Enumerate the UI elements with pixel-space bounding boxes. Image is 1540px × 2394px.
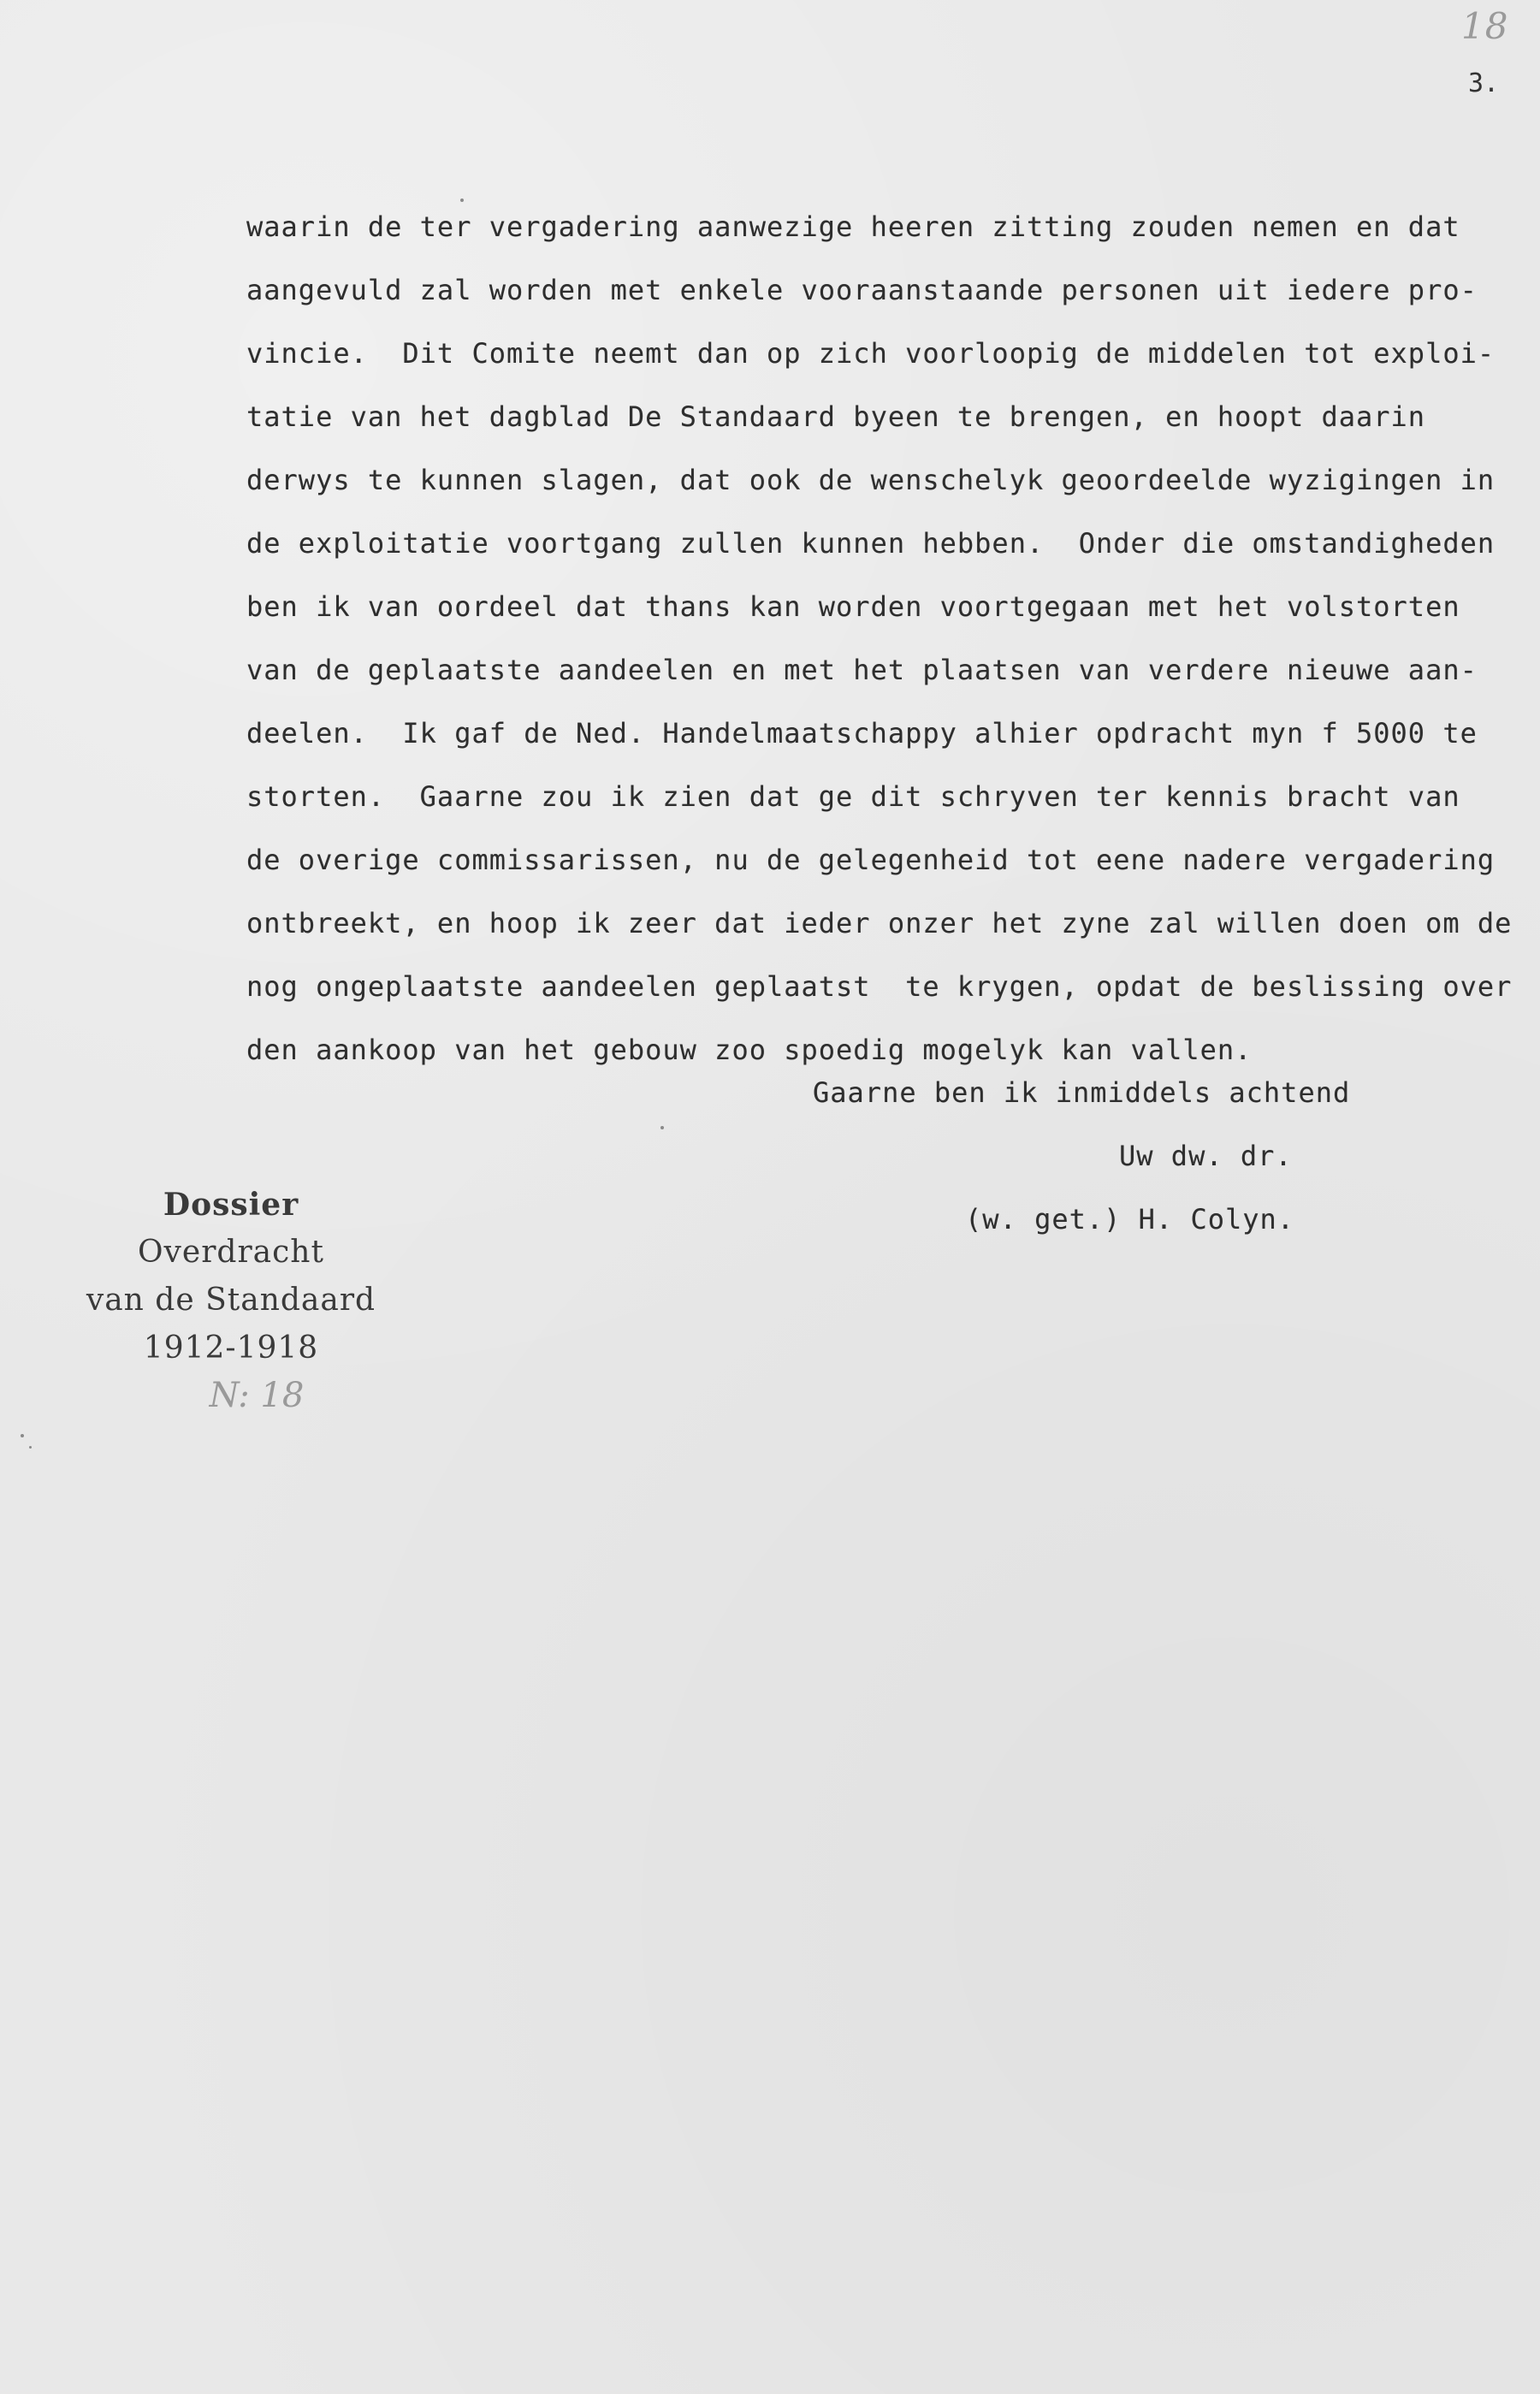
- letter-line: aangevuld zal worden met enkele vooraanstaande personen uit iedere pro-: [246, 274, 1478, 306]
- letter-line: den aankoop van het gebouw zoo spoedig mogelyk kan vallen.: [246, 1034, 1253, 1066]
- paper-speck: [29, 1446, 32, 1449]
- letter-line: ontbreekt, en hoop ik zeer dat ieder onzer het zyne zal willen doen om de: [246, 907, 1513, 939]
- letter-line: storten. Gaarne zou ik zien dat ge dit schryven ter kennis bracht van: [246, 780, 1460, 813]
- letter-line: nog ongeplaatste aandeelen geplaatst te krygen, opdat de beslissing over: [246, 970, 1513, 1003]
- stamp-years: 1912-1918: [143, 1330, 319, 1366]
- letter-line: ben ik van oordeel dat thans kan worden voortgegaan met het volstorten: [246, 590, 1460, 623]
- closing-salutation: Uw dw. dr.: [1119, 1140, 1293, 1172]
- stamp-subject: Overdracht: [138, 1235, 324, 1270]
- letter-line: deelen. Ik gaf de Ned. Handelmaatschappy alhier opdracht myn f 5000 te: [246, 717, 1478, 750]
- stamp-title: Dossier: [163, 1187, 299, 1223]
- letter-line: de overige commissarissen, nu de gelegenheid tot eene nadere vergadering: [246, 844, 1496, 876]
- letter-line: vincie. Dit Comite neemt dan op zich voorloopig de middelen tot exploi-: [246, 337, 1496, 370]
- paper-speck: [660, 1126, 664, 1129]
- closing-greeting: Gaarne ben ik inmiddels achtend: [813, 1076, 1351, 1109]
- page-number: 3.: [1468, 68, 1500, 98]
- archive-stamp: [68, 1181, 394, 1415]
- letter-line: tatie van het dagblad De Standaard byeen te brengen, en hoopt daarin: [246, 400, 1426, 433]
- paper-speck: [460, 199, 464, 202]
- handwritten-folio-number: 18: [1461, 5, 1509, 47]
- stamp-handwritten-number: N: 18: [209, 1376, 305, 1415]
- signature: (w. get.) H. Colyn.: [965, 1203, 1295, 1236]
- letter-body: [246, 195, 1513, 1081]
- paper-speck: [21, 1434, 24, 1437]
- letter-line: derwys te kunnen slagen, dat ook de wenschelyk geoordeelde wyzigingen in: [246, 464, 1496, 496]
- letter-line: van de geplaatste aandeelen en met het plaatsen van verdere nieuwe aan-: [246, 654, 1478, 686]
- letter-line: waarin de ter vergadering aanwezige heeren zitting zouden nemen en dat: [246, 210, 1460, 243]
- letter-line: de exploitatie voortgang zullen kunnen hebben. Onder die omstandigheden: [246, 527, 1496, 560]
- stamp-subject-cont: van de Standaard: [86, 1283, 376, 1318]
